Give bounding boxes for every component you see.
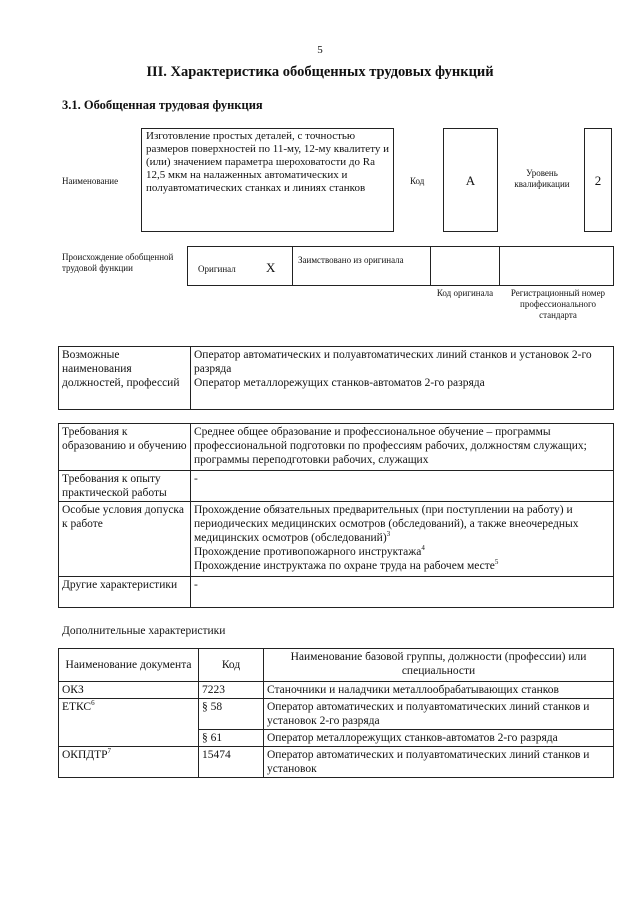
footnote-ref: 5 xyxy=(494,558,499,567)
qualification-level-cell xyxy=(584,128,612,232)
table-row xyxy=(59,699,614,730)
additional-title: Дополнительные характеристики xyxy=(62,625,226,637)
req-admission-label: Особые условия допуска к работе xyxy=(59,502,191,577)
footnote-ref: 7 xyxy=(107,747,112,756)
function-name-label: Наименование xyxy=(62,176,119,186)
row-code: 7223 xyxy=(199,682,264,699)
table-row xyxy=(59,747,614,778)
row-name: Оператор автоматических и полуавтоматических линий станков и установок 2-го разряда xyxy=(264,699,614,730)
function-code-label: Код xyxy=(410,176,425,186)
row-doc: ОКЗ xyxy=(59,682,199,699)
subsection-title: 3.1. Обобщенная трудовая функция xyxy=(62,98,263,112)
footnote-ref: 3 xyxy=(386,530,391,539)
table-row xyxy=(59,682,614,699)
page-number: 5 xyxy=(317,44,323,56)
qualification-level-value: 2 xyxy=(594,173,602,188)
positions-label: Возможные наименования должностей, профессий xyxy=(59,347,191,410)
header-code: Код xyxy=(199,649,264,682)
header-name: Наименование базовой группы, должности (профессии) или специальности xyxy=(264,649,614,682)
req-experience-value: - xyxy=(191,471,614,502)
function-name-value: Изготовление простых деталей, с точностью размеров поверхностей по 11-му, 12-му квалитету и (или) значением параметра шероховатости до Ra 12,5 мкм на налаженных автоматических и полуавтоматических станках и линиях станков xyxy=(141,128,394,232)
origin-box xyxy=(187,246,614,286)
function-code-value: А xyxy=(465,173,476,188)
function-code-cell xyxy=(443,128,498,232)
row-code: § 58 xyxy=(199,699,264,730)
admission-line: Прохождение инструктажа по охране труда на рабочем месте$^5$ xyxy=(194,558,499,572)
row-name: Станочники и наладчики металлообрабатывающих станков xyxy=(264,682,614,699)
admission-line: Прохождение противопожарного инструктажа$^4$ xyxy=(194,544,425,558)
origin-original-mark: X xyxy=(266,260,276,275)
position-line: Оператор автоматических и полуавтоматических линий станков и установок 2-го разряда xyxy=(194,349,592,375)
row-doc: ЕТКС$^6$ xyxy=(59,699,199,747)
code-original-label: Код оригинала xyxy=(436,288,494,298)
origin-original-label: Оригинал xyxy=(198,264,236,274)
positions-table xyxy=(58,346,614,410)
registration-number-label: Регистрационный номер профессионального стандарта xyxy=(510,288,606,320)
req-other-value: - xyxy=(191,577,614,608)
additional-table xyxy=(58,648,614,778)
req-admission-value xyxy=(191,502,614,577)
row-code: 15474 xyxy=(199,747,264,778)
row-code: § 61 xyxy=(199,730,264,747)
footnote-ref: 6 xyxy=(91,699,95,708)
origin-label: Происхождение обобщенной трудовой функции xyxy=(62,252,174,273)
req-education-label: Требования к образованию и обучению xyxy=(59,424,191,471)
positions-value xyxy=(191,347,614,410)
position-line: Оператор металлорежущих станков-автоматов 2-го разряда xyxy=(194,377,485,389)
requirements-table xyxy=(58,423,614,608)
req-experience-label: Требования к опыту практической работы xyxy=(59,471,191,502)
admission-line: Прохождение обязательных предварительных (при поступлении на работу) и периодических медицинских осмотров (обследований), а также внеочередных медицинских осмотров (обследований)$^3$ xyxy=(194,504,579,544)
qualification-level-label: Уровень квалификации xyxy=(514,168,570,189)
req-education-value: Среднее общее образование и профессиональное обучение – программы профессиональной подготовки по профессиям рабочих, должностям служащих; программы переподготовки рабочих, служащих xyxy=(191,424,614,471)
req-other-label: Другие характеристики xyxy=(59,577,191,608)
row-name: Оператор металлорежущих станков-автоматов 2-го разряда xyxy=(264,730,614,747)
footnote-ref: 4 xyxy=(421,544,425,553)
row-doc: ОКПДТР$^7$ xyxy=(59,747,199,778)
row-name: Оператор автоматических и полуавтоматических линий станков и установок xyxy=(264,747,614,778)
origin-borrowed-label: Заимствовано из оригинала xyxy=(298,255,404,265)
section-title: III. Характеристика обобщенных трудовых функций xyxy=(146,64,494,80)
header-document: Наименование документа xyxy=(59,649,199,682)
